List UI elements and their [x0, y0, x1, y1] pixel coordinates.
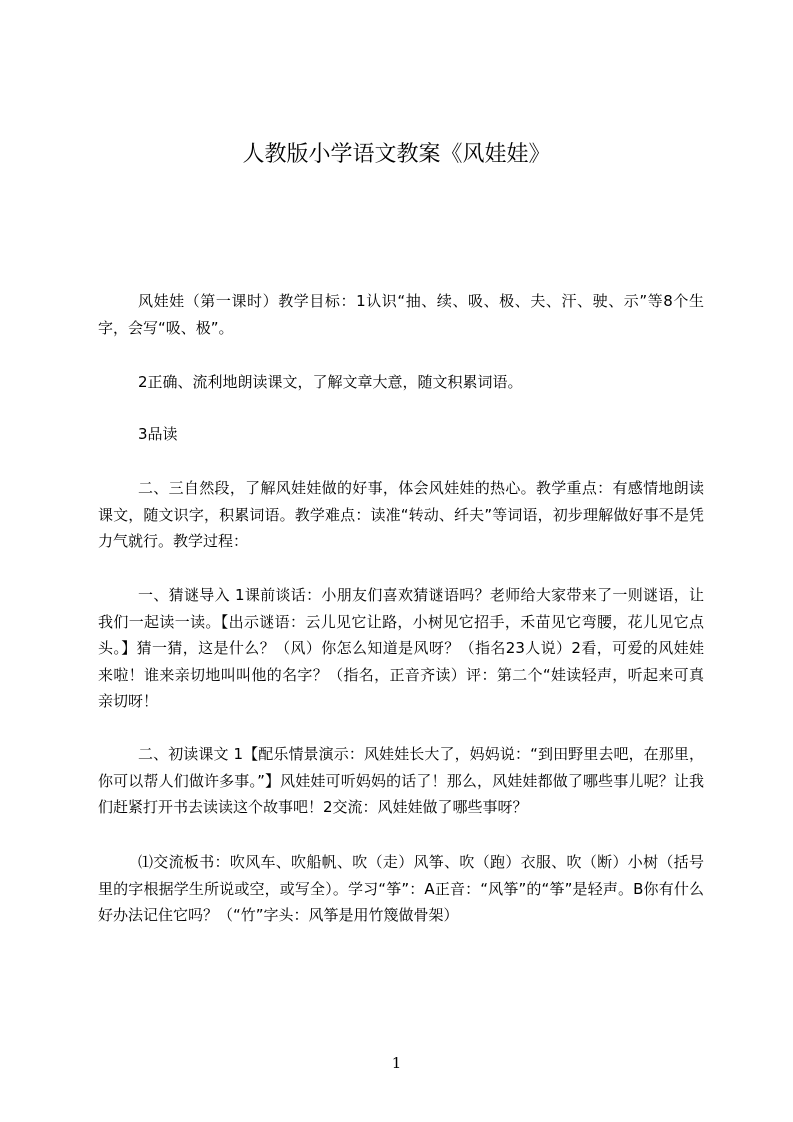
paragraph-goal-2: 2正确、流利地朗读课文，了解文章大意，随文积累词语。: [138, 373, 523, 391]
paragraph-first-reading: 二、初读课文 1【配乐情景演示：风娃娃长大了，妈妈说：“到田野里去吧，在那里，你可以帮人们做许多事。”】风娃娃可听妈妈的话了！那么，风娃娃都做了哪些事儿呢？让我们赶紧打开书去读读这个故事吧！2交流：风娃娃做了哪些事呀？: [98, 745, 704, 816]
paragraph-board-writing: ⑴交流板书：吹风车、吹船帆、吹（走）风筝、吹（跑）衣服、吹（断）小树（括号里的字根据学生所说或空，或写全）。学习“筝”：A正音：“风筝”的“筝”是轻声。B你有什么好办法记住它吗？（“竹”字头：风筝是用竹篾做骨架）: [98, 853, 704, 924]
page-number: 1: [391, 1054, 402, 1072]
document-title: 人教版小学语文教案《风娃娃》: [242, 142, 551, 167]
paragraph-riddle-intro: 一、猜谜导入 1课前谈话：小朋友们喜欢猜谜语吗？老师给大家带来了一则谜语，让我们一起读一读。【出示谜语：云儿见它让路，小树见它招手，禾苗见它弯腰，花儿见它点头。】猜一猜，这是什么？（风）你怎么知道是风呀？（指名23人说）2看，可爱的风娃娃来啦！谁来亲切地叫叫他的名字？（指名，正音齐读）评：第二个“娃读轻声，听起来可真亲切呀！: [98, 586, 704, 710]
paragraph-goal-3: 3品读: [138, 425, 178, 443]
paragraph-objectives: 风娃娃（第一课时）教学目标：1认识“抽、续、吸、极、夫、汗、驶、示”等8个生字，会写“吸、极”。: [98, 292, 704, 337]
paragraph-key-points: 二、三自然段，了解风娃娃做的好事，体会风娃娃的热心。教学重点：有感情地朗读课文，随文识字，积累词语。教学难点：读准“转动、纤夫”等词语，初步理解做好事不是凭力气就行。教学过程：: [98, 479, 704, 550]
